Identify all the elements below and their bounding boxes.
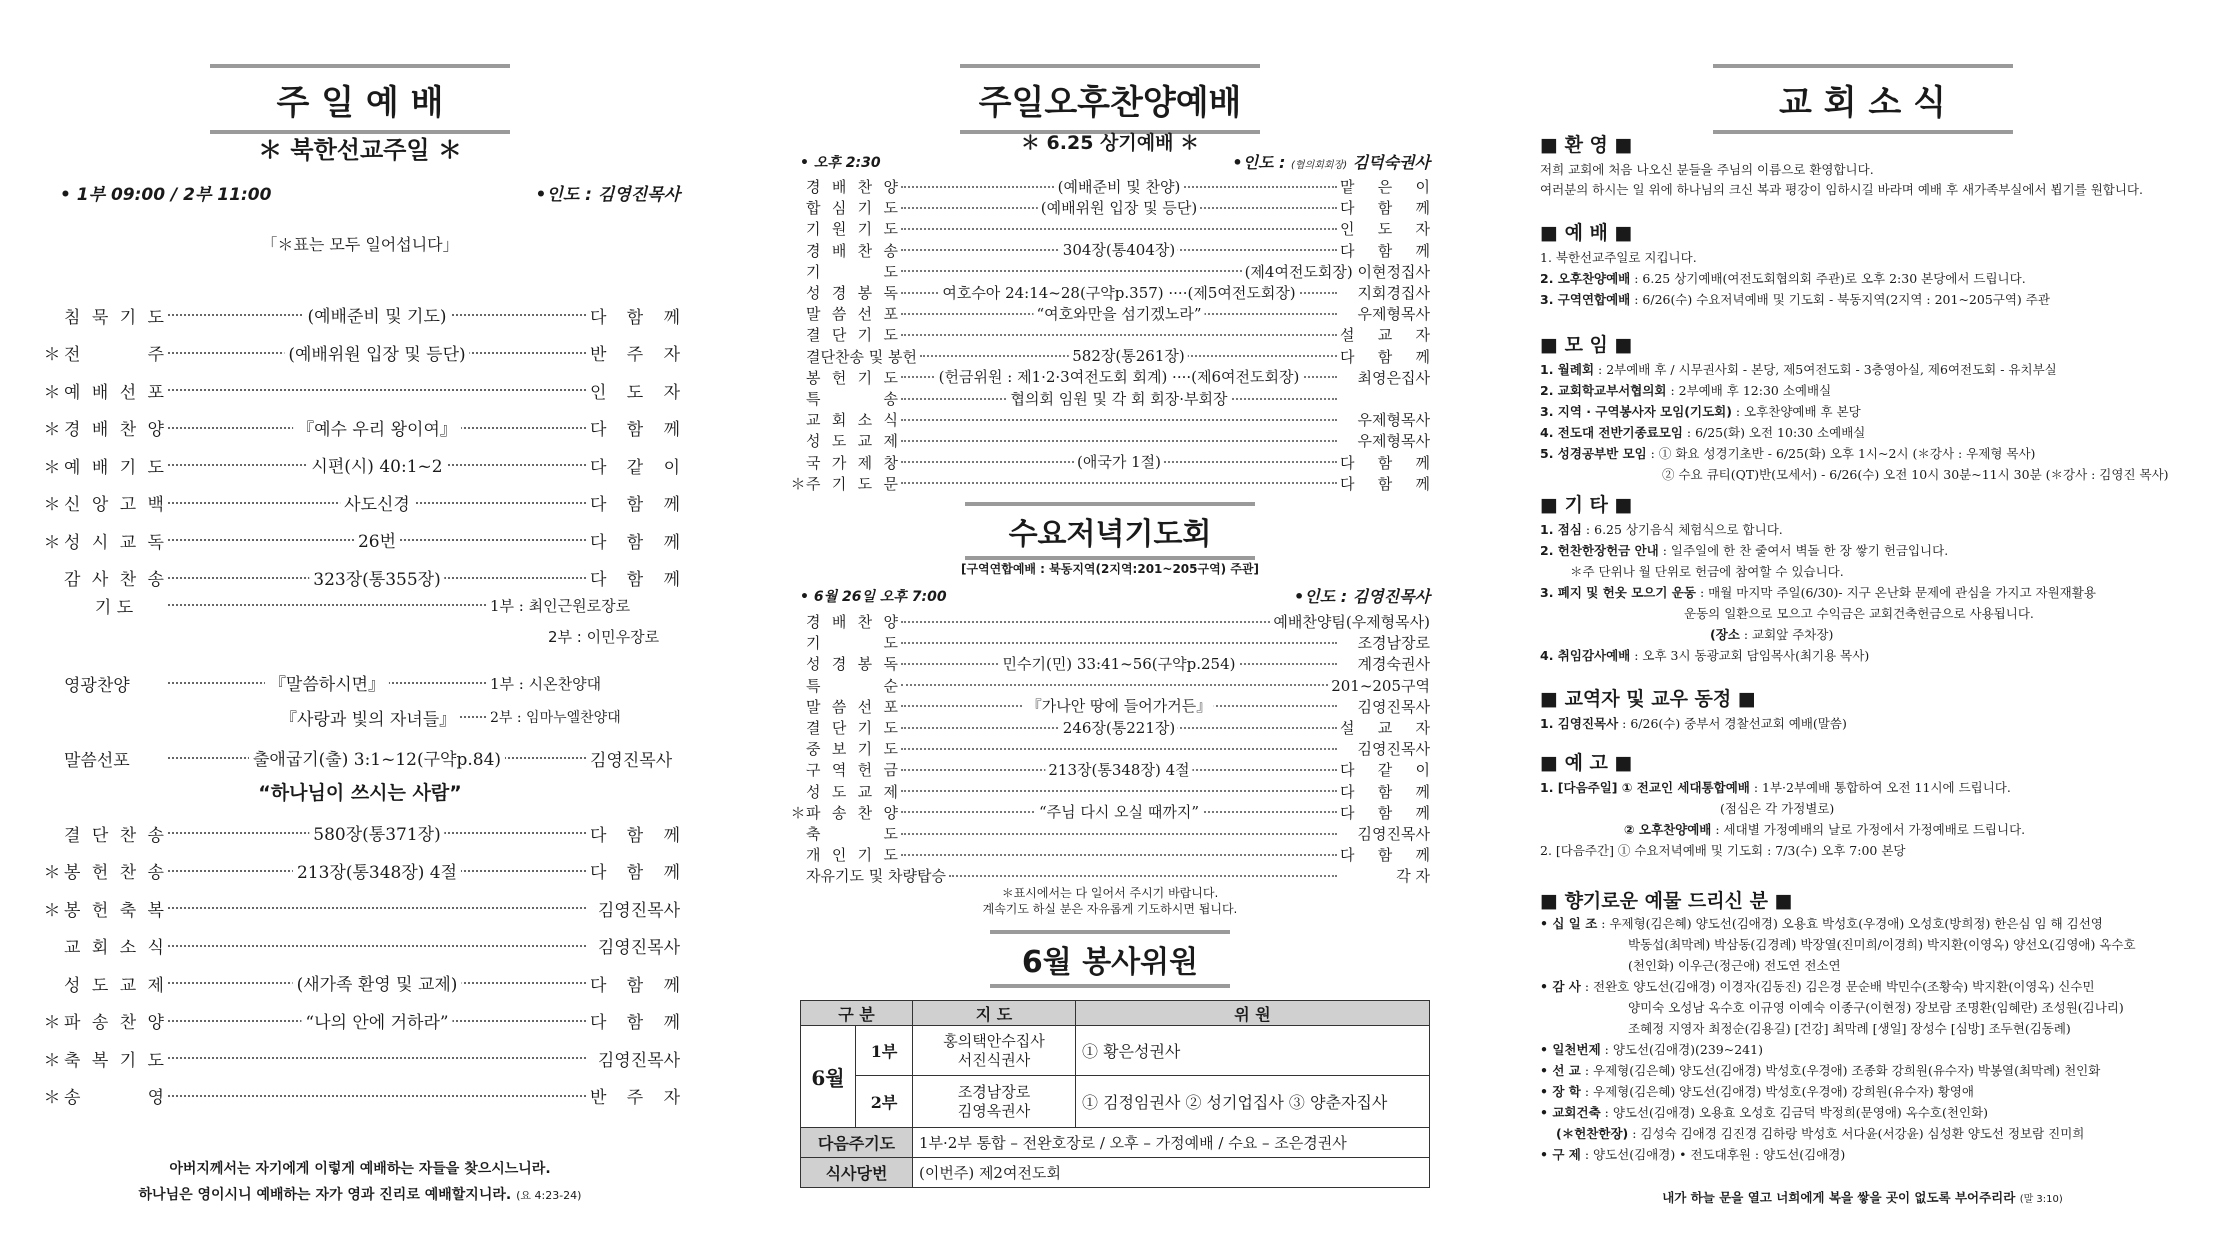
news-line: • 감 사 : 전완호 양도선(김애경) 이경자(김동진) 김은경 문순배 박민수(조황숙) 박지환(이영옥) 신수민	[1540, 979, 2095, 994]
news-line: 4. 취임감사예배 : 오후 3시 동광교회 담임목사(최기용 목사)	[1540, 648, 1870, 663]
worship-heading: ■ 예 배 ■	[1540, 222, 1633, 244]
order-row: 성 도 교 제 우제형목사	[806, 432, 1430, 451]
news-line: 운동의 일환으로 모으고 수익금은 교회건축헌금으로 사용됩니다.	[1684, 606, 2034, 621]
order-row: ＊ 봉 헌 축 복 김영진목사	[43, 900, 680, 921]
order-row: 경 배 찬 양 예배찬양팀(우제형목사)	[806, 613, 1430, 631]
news-line: 3. 폐지 및 헌옷 모으기 운동 : 매월 마지막 주일(6/30)- 지구 온난화 문제에 관심을 가지고 자원재활용	[1540, 585, 2096, 600]
wednesday-title: 수요저녁기도회	[965, 502, 1255, 560]
order-row: 자유기도 및 차량탑승 각 자	[806, 867, 1430, 886]
sunday-subtitle: ＊ 북한선교주일 ＊	[258, 136, 462, 164]
order-row: 합 심 기 도 (예배위원 입장 및 등단) 다 함 께	[806, 198, 1430, 218]
news-line: (천인화) 이우근(정근애) 전도연 전소연	[1628, 958, 1841, 973]
welcome-heading: ■ 환 영 ■	[1540, 134, 1633, 156]
standing-note-2: ＊표시에서는 다 일어서 주시기 바랍니다.	[1001, 886, 1219, 900]
service-committee-title: 6월 봉사위원	[990, 930, 1230, 988]
news-line: • 십 일 조 : 우제형(김은혜) 양도선(김애경) 오용효 박성호(우경애) 오성호(방희정) 한은심 임 해 김선영	[1540, 916, 2103, 931]
news-line: 1. 북한선교주일로 지킵니다.	[1540, 250, 1697, 265]
order-row: 국 가 제 창 (애국가 1절) 다 함 께	[806, 453, 1430, 472]
news-line: 1. 점심 : 6.25 상기음식 체험식으로 합니다.	[1540, 522, 1783, 537]
footer-verse: 내가 하늘 문을 열고 너희에게 복을 쌓을 곳이 없도록 부어주리라 (말 3:10)	[1662, 1190, 2063, 1205]
order-row: 결 단 찬 송 580장(통371장) 다 함 께	[40, 818, 680, 848]
welcome-text: 여러분의 하시는 일 위에 하나님의 크신 복과 평강이 임하시길 바라며 예배 후 새가족부실에서 뵙기를 원합니다.	[1540, 182, 2143, 197]
order-row: 특 송 협의회 임원 및 각 회 회장·부회장	[790, 388, 1430, 409]
next-prayer-label: 다음주기도	[801, 1128, 913, 1158]
news-line: ② 수요 큐티(QT)반(모세서) - 6/26(수) 오전 10시 30분~11시 30분 (＊강사 : 김영진 목사)	[1662, 467, 2169, 482]
order-row: ＊ 성 시 교 독 26번 다 함 께	[40, 525, 680, 555]
order-row: 개 인 기 도 다 함 께	[806, 846, 1430, 865]
welcome-text: 저희 교회에 처음 나오신 분들을 주님의 이름으로 환영합니다.	[1540, 162, 1874, 177]
afternoon-subtitle: ＊ 6.25 상기예배 ＊	[1020, 132, 1200, 154]
members-cell: ① 황은성권사	[1076, 1026, 1430, 1076]
standing-note: 「＊표는 모두 일어섭니다」	[261, 235, 459, 254]
wednesday-leader: •인도 : 김영진목사	[1294, 587, 1430, 606]
praise-row-1: 영광찬양 『말씀하시면』 1부 : 시온찬양대	[40, 668, 680, 698]
order-row: ＊ 주 기 도 문 다 함 께	[790, 474, 1430, 493]
news-line: 조혜정 지영자 최정순(김용길) [건강] 최막례 [생일] 장성수 [심방] 조두현(김동례)	[1628, 1021, 2071, 1036]
order-row: ＊ 경 배 찬 양 『예수 우리 왕이여』 다 함 께	[40, 413, 680, 443]
news-line: 2. 헌찬한장헌금 안내 : 일주일에 한 찬 줄여서 벽돌 한 장 쌓기 헌금입니다.	[1540, 543, 1949, 558]
news-line: 박동섭(최막례) 박삼동(김경례) 박장열(진미희/이경희) 박지환(이영옥) 양선오(김영애) 옥수호	[1628, 937, 2136, 952]
order-row: 교 회 소 식 우제형목사	[806, 411, 1430, 430]
order-row: ＊ 예 배 기 도 시편(시) 40:1~2 다 같 이	[40, 450, 680, 480]
sermon-row: 말씀선포 출애굽기(출) 3:1~12(구약p.84) 김영진목사	[40, 743, 680, 773]
sunday-worship-title: 주 일 예 배	[210, 64, 510, 134]
order-row: 침 묵 기 도 (예배준비 및 기도) 다 함 께	[40, 300, 680, 330]
news-line: • 일천번제 : 양도선(김애경)(239~241)	[1540, 1042, 1763, 1057]
news-line: 5. 성경공부반 모임 : ① 화요 성경기초반 - 6/25(화) 오후 1시~2시 (＊강사 : 우제형 목사)	[1540, 446, 2036, 461]
month-cell: 6월	[801, 1026, 856, 1128]
afternoon-leader: •인도 : (협의회회장) 김덕숙권사	[1232, 153, 1430, 172]
afternoon-worship-column	[790, 0, 1430, 1240]
order-row: 성 도 교 제 (새가족 환영 및 교제) 다 함 께	[40, 968, 680, 998]
order-row: 경 배 찬 송 304장(통404장) 다 함 께	[806, 241, 1430, 260]
next-prayer-value: 1부·2부 통합 – 전완호장로 / 오후 – 가정예배 / 수요 – 조은경권사	[913, 1128, 1430, 1158]
order-row: 축 도 김영진목사	[806, 825, 1430, 843]
continue-prayer-note: 계속기도 하실 분은 자유롭게 기도하시면 됩니다.	[982, 902, 1238, 916]
meal-duty-label: 식사당번	[801, 1158, 913, 1188]
order-row: ＊ 전 주 (예배위원 입장 및 등단) 반 주 자	[40, 338, 680, 368]
order-row: 말 씀 선 포 『가나안 땅에 들어가거든』 김영진목사	[806, 697, 1430, 716]
church-news-column	[1540, 0, 2185, 1240]
news-line: 2. 교회학교부서협의회 : 2부예배 후 12:30 소예배실	[1540, 383, 1832, 398]
service-leader: •인도 : 김영진목사	[535, 185, 680, 205]
order-row: ＊ 예 배 선 포 인 도 자	[43, 382, 680, 403]
praise-row-2: 『사랑과 빛의 자녀들』 2부 : 임마누엘찬양대	[280, 709, 621, 730]
verse-line-1: 아버지께서는 자기에게 이렇게 예배하는 자들을 찾으시느니라.	[169, 1161, 551, 1177]
news-line: ② 오후찬양예배 : 세대별 가정예배의 날로 가정에서 가정예배로 드립니다.	[1624, 822, 2026, 837]
order-row: ＊ 축 복 기 도 김영진목사	[43, 1050, 680, 1071]
order-row: 성 도 교 제 다 함 께	[806, 782, 1430, 801]
sunday-worship-column	[40, 0, 680, 1240]
members-cell: ① 김정임권사 ② 성기업집사 ③ 양춘자집사	[1076, 1076, 1430, 1128]
news-line: 2. 오후찬양예배 : 6.25 상기예배(여전도회협의회 주관)로 오후 2:30 본당에서 드립니다.	[1540, 271, 2026, 286]
table-header: 위 원	[1076, 1001, 1430, 1026]
order-row: 특 순 201~205구역	[806, 676, 1430, 695]
order-row: 결 단 기 도 246장(통221장) 설 교 자	[806, 718, 1430, 737]
verse-line-2: 하나님은 영이시니 예배하는 자가 영과 진리로 예배할지니라. (요 4:23-24)	[138, 1187, 582, 1203]
leader-cell: 홍의택안수집사 서진식권사	[913, 1026, 1076, 1076]
table-header: 구 분	[801, 1001, 913, 1026]
order-row: 봉 헌 기 도 (헌금위원 : 제1·2·3여전도회 회계) ····(제6여전도회장) 최영은집사	[806, 368, 1430, 387]
staff-heading: ■ 교역자 및 교우 동정 ■	[1540, 688, 1756, 710]
news-line: (점심은 각 가정별로)	[1720, 801, 1835, 816]
order-row: 감 사 찬 송 323장(통355장) 다 함 께	[40, 563, 680, 593]
news-line: 3. 구역연합예배 : 6/26(수) 수요저녁예배 및 기도회 - 북동지역(2지역 : 201~205구역) 주관	[1540, 292, 2050, 307]
order-row: 성 경 봉 독 여호수아 24:14~28(구약p.357) ····(제5여전도회장) 지회경집사	[806, 283, 1430, 302]
news-line: 1. 월례회 : 2부예배 후 / 시무권사회 - 본당, 제5여전도회 - 3층영아실, 제6여전도회 - 유치부실	[1540, 362, 2057, 377]
news-line: • 장 학 : 우제형(김은혜) 양도선(김애경) 박성호(우경애) 강희원(유수자) 황영애	[1540, 1084, 1974, 1099]
news-line: ＊주 단위나 월 단위로 헌금에 참여할 수 있습니다.	[1570, 564, 1844, 579]
news-line: (＊헌찬한장) : 김성숙 김애경 김진경 김하랑 박성호 서다윤(서강윤) 심성환 양도선 정보람 진미희	[1556, 1126, 2085, 1141]
church-news-title: 교 회 소 식	[1713, 64, 2013, 134]
order-row: 기 도 (제4여전도회장) 이현정집사	[806, 262, 1430, 281]
news-line: • 선 교 : 우제형(김은혜) 양도선(김애경) 박성호(우경애) 조종화 강희원(유수자) 박봉열(최막례) 천인화	[1540, 1063, 2101, 1078]
notice-heading: ■ 예 고 ■	[1540, 752, 1633, 774]
order-row: 기 원 기 도 인 도 자	[806, 220, 1430, 239]
order-row: 성 경 봉 독 민수기(민) 33:41~56(구약p.254) 계경숙권사	[806, 654, 1430, 674]
order-row: 결단찬송 및 봉헌 582장(통261장) 다 함 께	[806, 347, 1430, 366]
news-line: 2. [다음주간] ① 수요저녁예배 및 기도회 : 7/3(수) 오후 7:00 본당	[1540, 843, 1906, 858]
order-row: 중 보 기 도 김영진목사	[806, 740, 1430, 759]
order-row: 결 단 기 도 설 교 자	[806, 326, 1430, 345]
order-row: 구 역 헌 금 213장(통348장) 4절 다 같 이	[806, 760, 1430, 780]
order-row: ＊ 파 송 찬 양 “주님 다시 오실 때까지” 다 함 께	[790, 803, 1430, 822]
news-line: 3. 지역 · 구역봉사자 모임(기도회) : 오후찬양예배 후 본당	[1540, 404, 1861, 419]
news-line: 1. [다음주일] ① 전교인 세대통합예배 : 1부·2부예배 통합하여 오전 11시에 드립니다.	[1540, 780, 2011, 795]
afternoon-worship-title: 주일오후찬양예배	[960, 64, 1260, 134]
news-line: 4. 전도대 전반기종료모임 : 6/25(화) 오전 10:30 소예배실	[1540, 425, 1866, 440]
order-row: 교 회 소 식 김영진목사	[64, 938, 680, 958]
part-cell: 2부	[856, 1076, 913, 1128]
order-row: 경 배 찬 양 (예배준비 및 찬양) 맡 은 이	[806, 177, 1430, 196]
table-header: 지 도	[913, 1001, 1076, 1026]
meetings-heading: ■ 모 임 ■	[1540, 334, 1633, 356]
prayer-row: 기 도 1부 : 최인근원로장로	[94, 596, 631, 618]
etc-heading: ■ 기 타 ■	[1540, 494, 1633, 516]
part-cell: 1부	[856, 1026, 913, 1076]
afternoon-time: • 오후 2:30	[800, 155, 881, 171]
news-line: (장소 : 교회앞 주차장)	[1710, 627, 1834, 642]
order-row: ＊ 송 영 반 주 자	[43, 1088, 680, 1108]
news-line: • 구 제 : 양도선(김애경) • 전도대후원 : 양도선(김애경)	[1540, 1147, 1846, 1162]
leader-cell: 조경남장로 김영옥권사	[913, 1076, 1076, 1128]
order-row: ＊ 봉 헌 찬 송 213장(통348장) 4절 다 함 께	[40, 856, 680, 886]
sermon-title: “하나님이 쓰시는 사람”	[258, 782, 462, 804]
offering-heading: ■ 향기로운 예물 드리신 분 ■	[1540, 890, 1793, 912]
service-time: • 1부 09:00 / 2부 11:00	[60, 185, 272, 205]
news-line: 양미숙 오성남 옥수호 이규영 이예숙 이종구(이현정) 장보람 조명환(임혜란) 조성원(김나리)	[1628, 1000, 2124, 1015]
order-row: ＊ 신 앙 고 백 사도신경 다 함 께	[40, 488, 680, 518]
service-committee-table	[800, 1000, 1430, 1188]
prayer-row-2: 2부 : 이민우장로	[548, 628, 660, 646]
meal-duty-value: (이번주) 제2여전도회	[913, 1158, 1430, 1188]
wednesday-time: • 6월 26일 오후 7:00	[800, 589, 947, 605]
news-line: • 교회건축 : 양도선(김애경) 오용효 오성호 김금덕 박정희(문영애) 옥수호(천인화)	[1540, 1105, 1988, 1120]
joint-worship-note: [구역연합예배 : 북동지역(2지역:201~205구역) 주관]	[960, 562, 1260, 576]
order-row: 말 씀 선 포 “여호와만을 섬기겠노라” 우제형목사	[806, 304, 1430, 324]
news-line: 1. 김영진목사 : 6/26(수) 중부서 경찰선교회 예배(말씀)	[1540, 716, 1847, 731]
order-row: ＊ 파 송 찬 양 “나의 안에 거하라” 다 함 께	[40, 1006, 680, 1036]
order-row: 기 도 조경남장로	[806, 634, 1430, 653]
